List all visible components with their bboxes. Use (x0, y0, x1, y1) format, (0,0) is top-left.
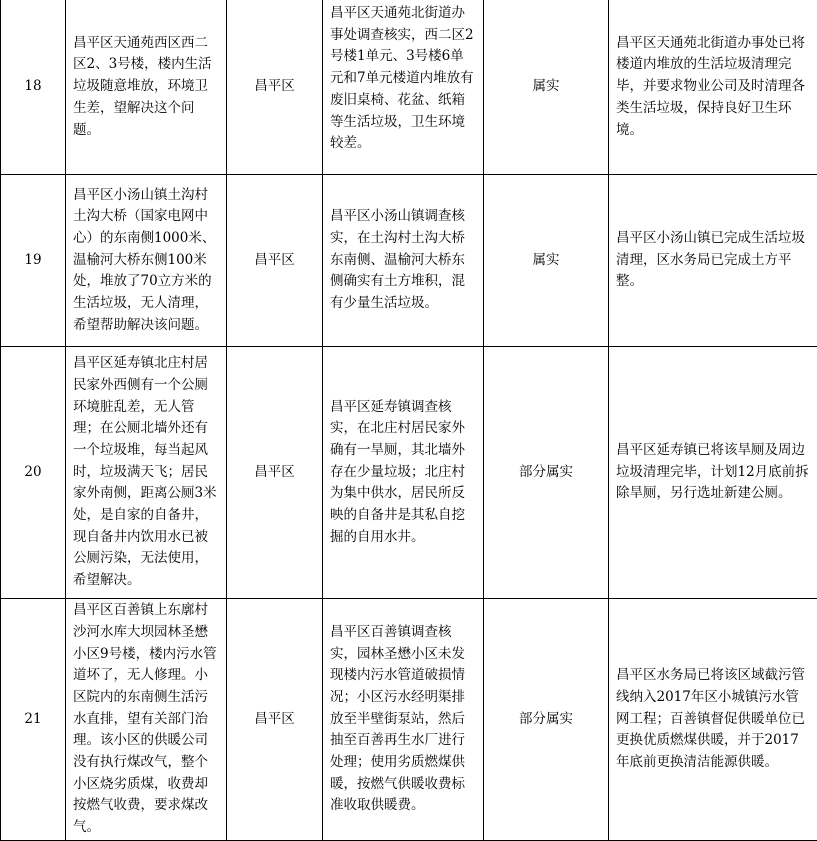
table-row (1, 0, 817, 175)
row-number: 18 (1, 0, 66, 175)
table-row (1, 175, 817, 347)
result-text: 昌平区延寿镇已将该旱厕及周边垃圾清理完毕，计划12月底前拆除旱厕，另行选址新建公厕。 (609, 347, 817, 599)
district-cell: 昌平区 (227, 347, 323, 599)
result-text: 昌平区小汤山镇已完成生活垃圾清理，区水务局已完成土方平整。 (609, 175, 817, 347)
table-row (1, 599, 817, 841)
result-text: 昌平区水务局已将该区域截污管线纳入2017年区小城镇污水管网工程；百善镇督促供暖单位已更换优质燃煤供暖，并于2017年底前更换清洁能源供暖。 (609, 599, 817, 841)
verdict-cell: 部分属实 (484, 599, 609, 841)
complaint-text: 昌平区天通苑西区西二区2、3号楼，楼内生活垃圾随意堆放，环境卫生差，望解决这个问题。 (66, 0, 227, 175)
verdict-cell: 属实 (484, 175, 609, 347)
result-text: 昌平区天通苑北街道办事处已将楼道内堆放的生活垃圾清理完毕，并要求物业公司及时清理各类生活垃圾，保持良好卫生环境。 (609, 0, 817, 175)
district-cell: 昌平区 (227, 0, 323, 175)
complaint-text: 昌平区百善镇上东廓村沙河水库大坝园林圣懋小区9号楼，楼内污水管道坏了，无人修理。小区院内的东南侧生活污水直排，望有关部门治理。该小区的供暖公司没有执行煤改气，整个小区烧劣质煤，收费却按燃气收费，要求煤改气。 (66, 599, 227, 841)
row-number: 19 (1, 175, 66, 347)
investigation-text: 昌平区延寿镇调查核实，在北庄村居民家外确有一旱厕，其北墙外存在少量垃圾；北庄村为集中供水，居民所反映的自备井是其私自挖掘的自用水井。 (323, 347, 484, 599)
verdict-cell: 部分属实 (484, 347, 609, 599)
verdict-cell: 属实 (484, 0, 609, 175)
table-row (1, 347, 817, 599)
row-number: 21 (1, 599, 66, 841)
investigation-text (323, 0, 484, 175)
investigation-content: 昌平区天通苑北街道办事处调查核实，西二区2号楼1单元、3号楼6单元和7单元楼道内堆放有废旧桌椅、花盆、纸箱等生活垃圾，卫生环境较差。 (330, 0, 477, 155)
complaint-text: 昌平区延寿镇北庄村居民家外西侧有一个公厕环境脏乱差，无人管理；在公厕北墙外还有一个垃圾堆，每当起风时，垃圾满天飞；居民家外南侧，距离公厕3米处，是自家的自备井，现自备井内饮用水已被公厕污染，无法使用，希望解决。 (66, 347, 227, 599)
district-cell: 昌平区 (227, 599, 323, 841)
district-cell: 昌平区 (227, 175, 323, 347)
investigation-text: 昌平区小汤山镇调查核实，在土沟村土沟大桥东南侧、温榆河大桥东侧确实有土方堆积，混有少量生活垃圾。 (323, 175, 484, 347)
investigation-text: 昌平区百善镇调查核实，园林圣懋小区未发现楼内污水管道破损情况；小区污水经明渠排放至半壁街泵站，然后抽至百善再生水厂进行处理；使用劣质燃煤供暖，按燃气供暖收费标准收取供暖费。 (323, 599, 484, 841)
row-number: 20 (1, 347, 66, 599)
complaint-text: 昌平区小汤山镇土沟村土沟大桥（国家电网中心）的东南侧1000米、温榆河大桥东侧100米处，堆放了70立方米的生活垃圾，无人清理，希望帮助解决该问题。 (66, 175, 227, 347)
